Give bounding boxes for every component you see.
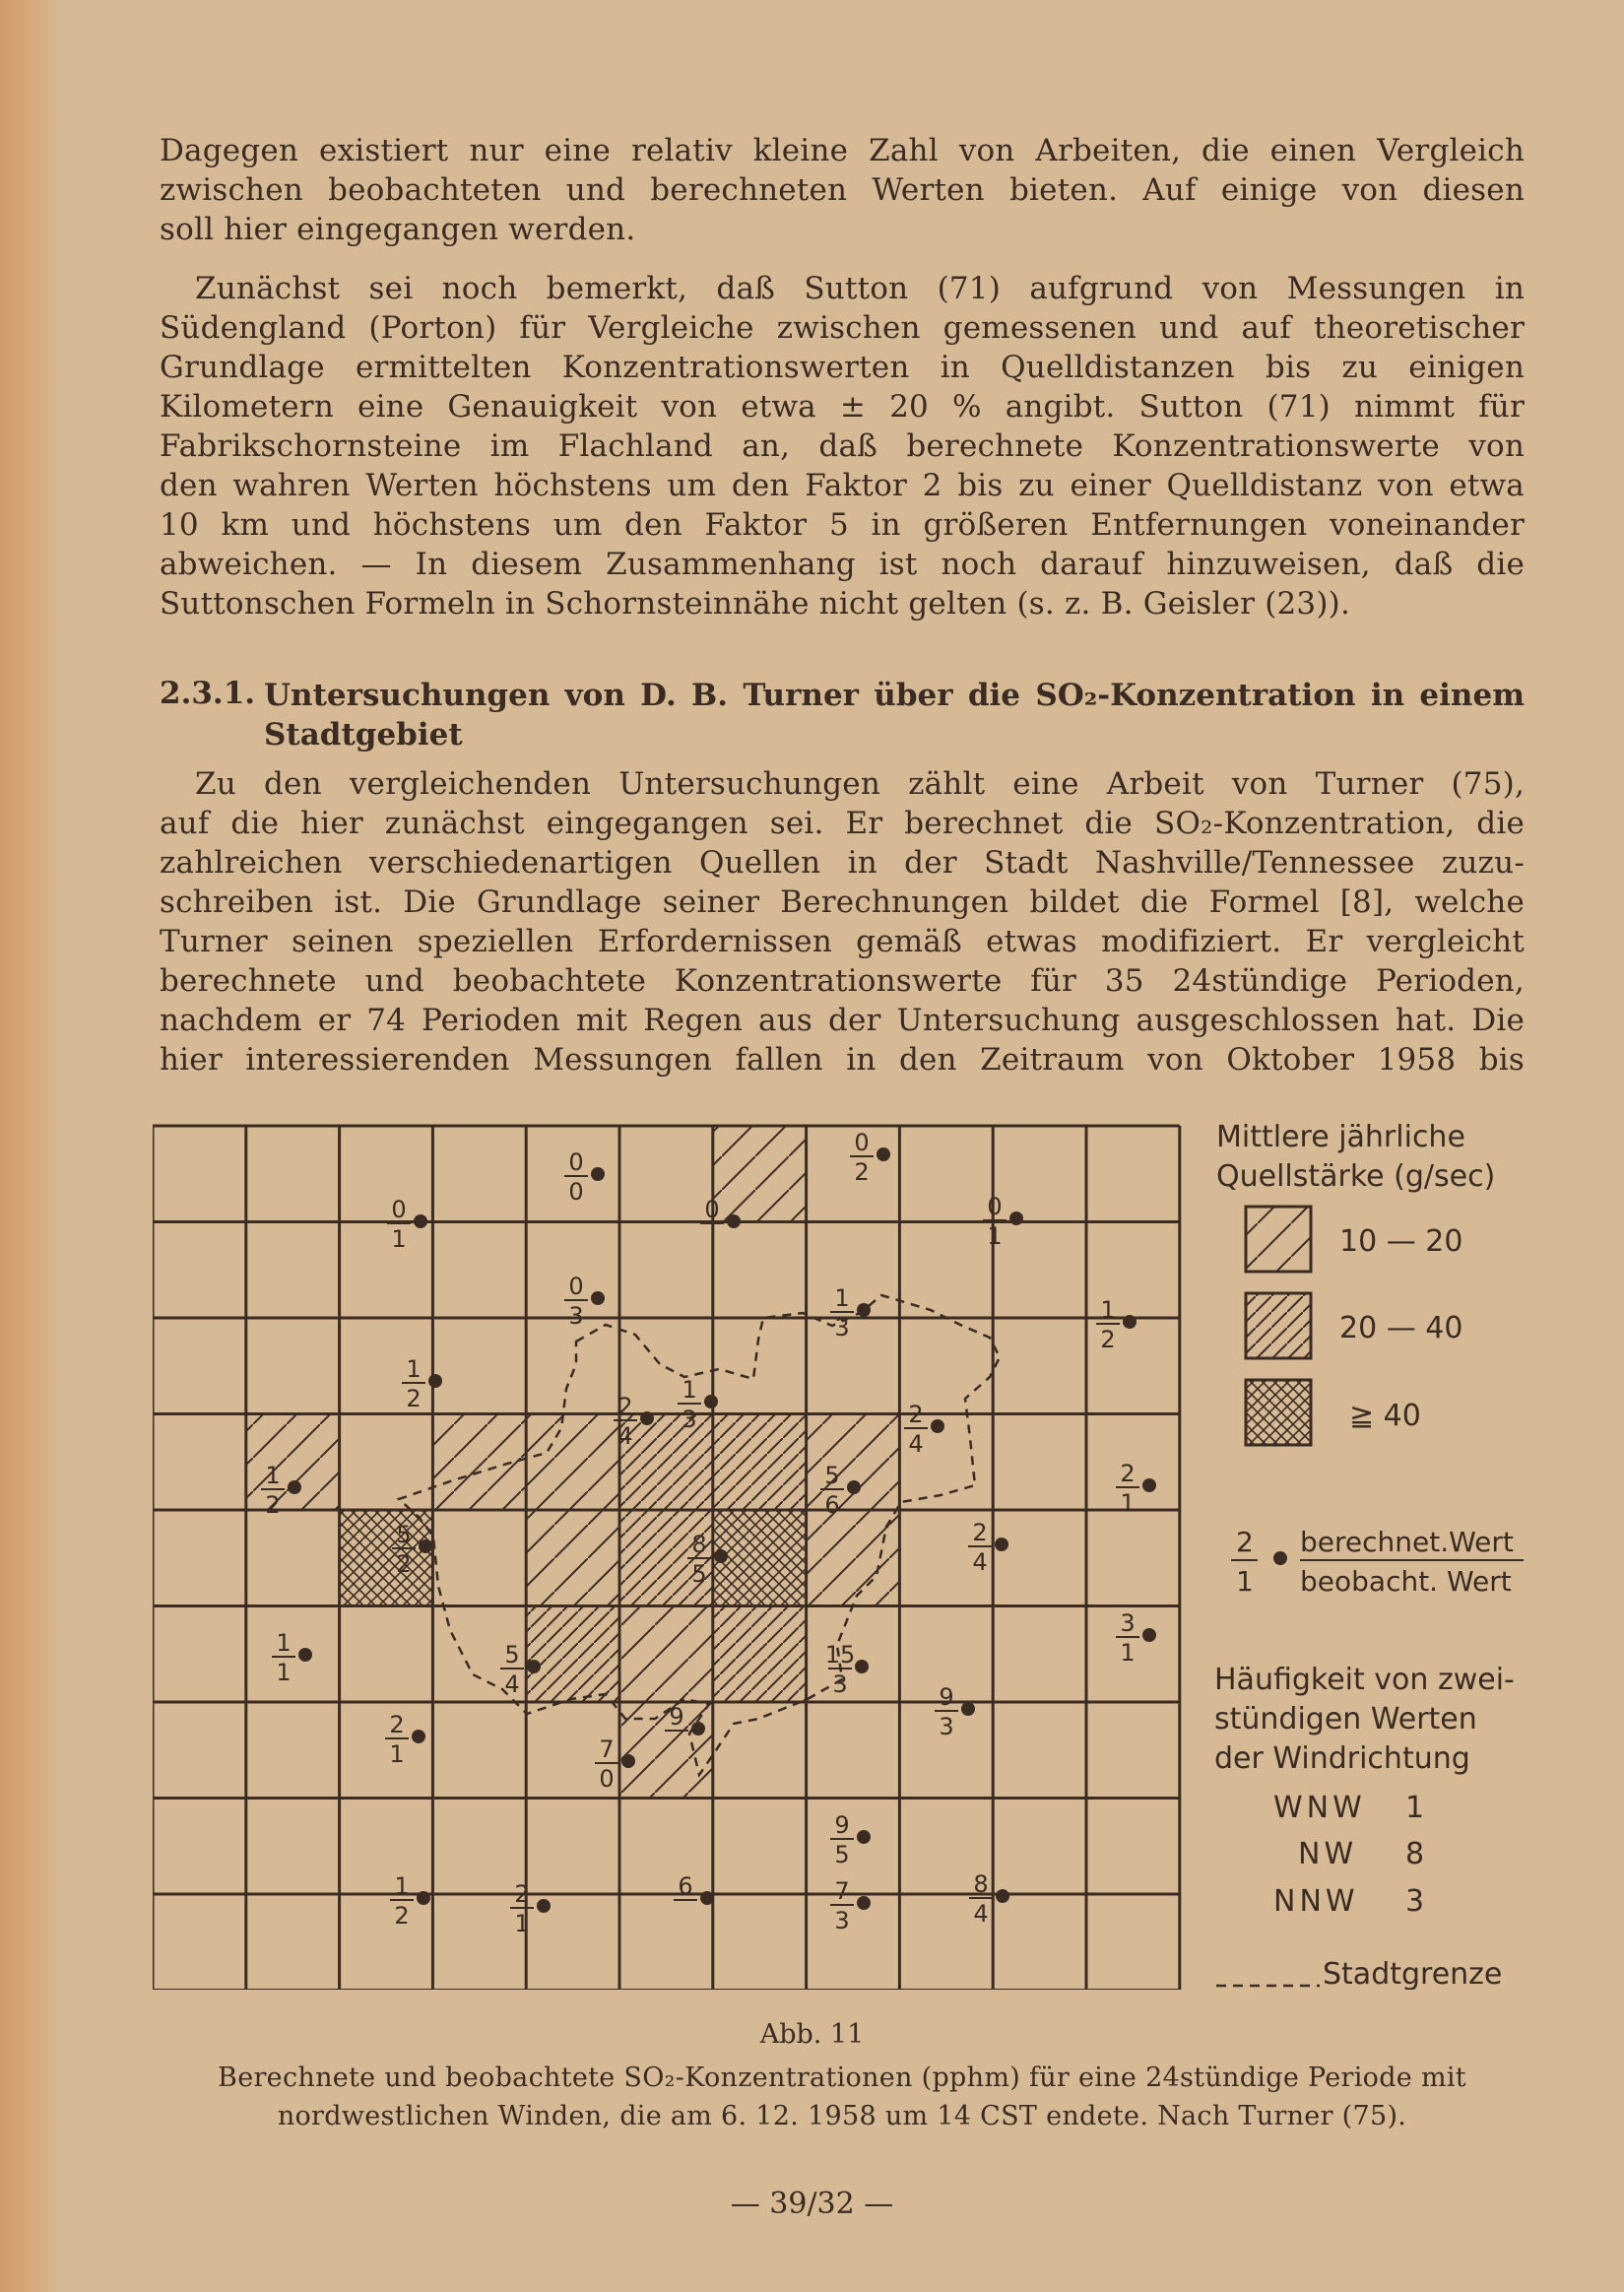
station-marker	[825, 1641, 869, 1698]
station-calculated: 15	[824, 1641, 856, 1669]
source-cell	[619, 1414, 713, 1511]
station-calculated: 1	[1100, 1296, 1116, 1324]
page-edge	[0, 0, 63, 2292]
text-line: 10 km und höchstens um den Faktor 5 in größeren Entfernungen voneinander	[160, 507, 1525, 543]
paragraph-3	[160, 764, 1525, 1080]
station-observed: 6	[824, 1491, 840, 1519]
legend-title-1: Mittlere jährliche	[1216, 1123, 1465, 1154]
station-calculated: 8	[691, 1531, 707, 1558]
station-observed: 4	[617, 1422, 633, 1450]
station-dot	[996, 1889, 1009, 1903]
text-line: Suttonschen Formeln in Schornsteinnähe nicht gelten (s. z. B. Geisler (23)).	[160, 586, 1351, 622]
station-marker	[935, 1683, 975, 1740]
text-line: Dagegen existiert nur eine relativ kleine Zahl von Arbeiten, die einen Vergleich	[160, 133, 1525, 168]
text-line: auf die hier zunächst eingegangen sei. Er berechnet die SO₂-Konzentration, die	[160, 806, 1525, 841]
station-dot	[704, 1395, 718, 1408]
station-observed: 5	[691, 1560, 707, 1588]
station-observed: 1	[389, 1740, 405, 1768]
station-calculated: 9	[939, 1683, 954, 1711]
text-line: Turner seinen speziellen Erfordernissen gemäß etwas modifiziert. Er vergleicht	[160, 924, 1525, 959]
station-observed: 2	[265, 1491, 281, 1519]
wind-title-3: der Windrichtung	[1214, 1741, 1470, 1776]
legend-label-2: 20 — 40	[1339, 1311, 1463, 1345]
station-marker	[564, 1148, 605, 1206]
station-observed: 3	[834, 1907, 850, 1934]
source-cell	[713, 1414, 807, 1511]
station-dot	[298, 1648, 312, 1662]
station-observed: 4	[973, 1900, 989, 1928]
station-calculated: 9	[669, 1703, 684, 1731]
station-dot	[412, 1730, 425, 1743]
station-calculated: 9	[834, 1811, 850, 1839]
station-calculated: 1	[834, 1284, 850, 1312]
station-observed: 4	[504, 1670, 520, 1698]
station-dot	[961, 1702, 975, 1716]
page-number: — 39/32 —	[730, 2187, 894, 2221]
station-observed: 1	[987, 1222, 1003, 1250]
station-observed: 2	[396, 1550, 412, 1578]
station-calculated: 1	[394, 1872, 410, 1900]
station-dot	[857, 1830, 871, 1844]
text-line: Zunächst sei noch bemerkt, daß Sutton (71) aufgrund von Messungen in	[195, 271, 1525, 306]
station-calculated: 1	[406, 1355, 422, 1383]
source-cells	[246, 1126, 900, 1799]
station-dot	[855, 1660, 869, 1673]
station-marker	[510, 1880, 551, 1937]
boundary-label: Stadtgrenze	[1323, 1957, 1503, 1990]
station-calculated: 0	[568, 1148, 584, 1176]
station-calculated: 2	[1120, 1460, 1136, 1487]
wind-dir-1: WNW	[1273, 1791, 1366, 1825]
text-line: Zu den vergleichenden Untersuchungen zählt eine Arbeit von Turner (75),	[195, 766, 1525, 802]
legend-label-3: ≧ 40	[1349, 1399, 1421, 1433]
station-calculated: 8	[973, 1870, 989, 1898]
station-dot	[995, 1538, 1008, 1551]
station-observed: 3	[568, 1302, 584, 1330]
source-cell	[432, 1414, 526, 1511]
station-marker	[830, 1877, 871, 1934]
station-dot	[591, 1167, 605, 1181]
station-dot	[857, 1896, 871, 1910]
station-marker	[674, 1872, 714, 1905]
station-marker	[564, 1273, 605, 1330]
station-marker	[402, 1355, 442, 1412]
wind-dir-3: NNW	[1273, 1884, 1359, 1919]
station-dot	[847, 1480, 861, 1494]
source-cell	[526, 1414, 619, 1511]
station-dot	[621, 1754, 635, 1768]
text-line: Grundlage ermittelten Konzentrationswerten in Quelldistanzen bis zu einigen	[160, 350, 1525, 385]
text-line: zahlreichen verschiedenartigen Quellen in der Stadt Nashville/Tennessee zuzu-	[160, 845, 1525, 881]
station-dot	[537, 1899, 551, 1913]
station-dot	[1123, 1315, 1137, 1329]
paragraph-2	[160, 269, 1525, 623]
source-cell	[526, 1510, 619, 1606]
station-marker	[830, 1811, 871, 1868]
section-title: Untersuchungen von D. B. Turner über die SO₂-Konzentration in einem Stadtgebiet	[264, 678, 1525, 753]
caption-line-1: Berechnete und beobachtete SO₂-Konzentrationen (pphm) für eine 24stündige Periode mit	[218, 2063, 1466, 2093]
station-observed: 4	[908, 1430, 924, 1458]
text-line: zwischen beobachteten und berechneten Werten bieten. Auf einige von diesen	[160, 172, 1525, 208]
station-dot	[527, 1660, 541, 1673]
station-calculated: 7	[599, 1735, 615, 1763]
station-calculated: 0	[391, 1196, 407, 1223]
source-cell	[807, 1414, 900, 1511]
station-marker	[983, 1193, 1023, 1250]
text-line: Südengland (Porton) für Vergleiche zwischen gemessenen und auf theoretischer	[160, 310, 1525, 346]
key-top: berechnet.Wert	[1300, 1526, 1514, 1558]
station-observed: 2	[406, 1385, 422, 1412]
wind-title-1: Häufigkeit von zwei-	[1214, 1663, 1515, 1697]
key-numerator: 2	[1236, 1526, 1254, 1558]
station-calculated: 2	[389, 1711, 405, 1738]
station-calculated: 0	[987, 1193, 1003, 1220]
caption-line-2: nordwestlichen Winden, die am 6. 12. 1958 um 14 CST endete. Nach Turner (75).	[277, 2101, 1407, 2131]
station-observed: 1	[276, 1659, 292, 1686]
station-dot	[640, 1411, 654, 1425]
source-cell	[526, 1606, 619, 1703]
source-cell	[340, 1510, 433, 1606]
station-marker	[1096, 1296, 1137, 1353]
station-calculated: 7	[834, 1877, 850, 1905]
section-number: 2.3.1.	[160, 676, 256, 711]
key-dot	[1273, 1551, 1287, 1565]
station-dot	[857, 1303, 871, 1317]
station-dot	[691, 1722, 705, 1735]
station-observed: 0	[599, 1765, 615, 1793]
station-observed: 4	[972, 1548, 988, 1576]
legend-label-1: 10 — 20	[1339, 1224, 1463, 1259]
station-marker	[385, 1711, 425, 1768]
station-observed: 1	[391, 1225, 407, 1253]
key-denominator: 1	[1236, 1565, 1254, 1598]
station-marker	[968, 1519, 1008, 1576]
station-marker	[969, 1870, 1009, 1928]
station-calculated: 5	[824, 1462, 840, 1489]
station-calculated: 1	[682, 1376, 697, 1404]
station-calculated: 2	[617, 1393, 633, 1420]
station-marker	[904, 1401, 944, 1458]
station-calculated: 1	[276, 1629, 292, 1657]
station-calculated: 5	[504, 1641, 520, 1669]
station-dot	[1142, 1478, 1156, 1492]
station-observed: 3	[682, 1406, 697, 1433]
legend-title-2: Quellstärke (g/sec)	[1216, 1159, 1496, 1194]
text-line: abweichen. — In diesem Zusammenhang ist noch darauf hinzuweisen, daß die	[160, 547, 1525, 582]
station-dot	[714, 1549, 728, 1563]
source-cell	[807, 1510, 900, 1606]
text-line: soll hier eingegangen werden.	[160, 212, 636, 247]
source-cell	[619, 1702, 713, 1799]
station-dot	[931, 1419, 944, 1433]
legend-swatch-dense	[1246, 1293, 1311, 1358]
station-marker	[1116, 1609, 1156, 1667]
station-calculated: 0	[568, 1273, 584, 1300]
text-line: schreiben ist. Die Grundlage seiner Berechnungen bildet die Formel [8], welche	[160, 884, 1525, 920]
station-observed: 5	[834, 1841, 850, 1868]
station-calculated: 6	[678, 1872, 693, 1900]
figure-caption	[160, 2059, 1525, 2135]
station-observed: 2	[394, 1902, 410, 1930]
station-observed: 3	[939, 1713, 954, 1740]
station-observed: 0	[568, 1178, 584, 1206]
station-calculated: 0	[704, 1196, 720, 1223]
text-line: Fabrikschornsteine im Flachland an, daß berechnete Konzentrationswerte von	[160, 428, 1525, 464]
text-line: Kilometern eine Genauigkeit von etwa ± 20 % angibt. Sutton (71) nimmt für	[160, 389, 1525, 425]
grid-map	[153, 1123, 1535, 1990]
text-line: nachdem er 74 Perioden mit Regen aus der Untersuchung ausgeschlossen hat. Die	[160, 1003, 1525, 1038]
figure-number: Abb. 11	[759, 2019, 865, 2050]
station-dot	[700, 1891, 714, 1905]
text-line: hier interessierenden Messungen fallen in den Zeitraum von Oktober 1958 bis	[160, 1042, 1525, 1078]
station-calculated: 3	[1120, 1609, 1136, 1637]
station-observed: 2	[1100, 1326, 1116, 1353]
station-calculated: 5	[396, 1521, 412, 1548]
wind-count-1: 1	[1405, 1791, 1425, 1825]
source-cell	[713, 1606, 807, 1703]
station-calculated: 2	[972, 1519, 988, 1546]
station-dot	[877, 1147, 890, 1161]
source-cell	[619, 1606, 713, 1703]
station-dot	[288, 1480, 301, 1494]
station-dot	[591, 1291, 605, 1305]
station-calculated: 2	[514, 1880, 530, 1908]
station-marker	[1116, 1460, 1156, 1517]
station-marker	[850, 1129, 890, 1186]
station-observed: 2	[854, 1158, 870, 1186]
wind-count-2: 8	[1405, 1837, 1425, 1871]
wind-title-2: stündigen Werten	[1214, 1702, 1477, 1736]
station-observed: 3	[832, 1670, 848, 1698]
source-cell	[713, 1126, 807, 1222]
text-line: berechnete und beobachtete Konzentrationswerte für 35 24stündige Perioden,	[160, 963, 1525, 999]
station-calculated: 0	[854, 1129, 870, 1156]
station-marker	[272, 1629, 312, 1686]
source-cell	[246, 1414, 340, 1511]
figure-map	[153, 1123, 1535, 1990]
station-observed: 1	[1120, 1489, 1136, 1517]
station-dot	[419, 1539, 432, 1553]
station-calculated: 2	[908, 1401, 924, 1428]
wind-count-3: 3	[1405, 1884, 1425, 1919]
station-marker	[387, 1196, 427, 1253]
station-marker	[830, 1284, 871, 1342]
station-marker	[390, 1872, 430, 1930]
legend-swatch-cross	[1246, 1380, 1311, 1445]
station-calculated: 1	[265, 1462, 281, 1489]
legend-swatch-light	[1246, 1207, 1311, 1272]
station-observed: 1	[514, 1910, 530, 1937]
station-dot	[1009, 1211, 1023, 1225]
wind-dir-2: NW	[1298, 1837, 1358, 1871]
paragraph-1	[160, 131, 1525, 249]
station-observed: 1	[1120, 1639, 1136, 1667]
station-dot	[417, 1891, 430, 1905]
station-dot	[1142, 1628, 1156, 1642]
station-observed: 3	[834, 1314, 850, 1342]
station-dot	[414, 1214, 427, 1228]
key-bottom: beobacht. Wert	[1300, 1565, 1512, 1598]
station-dot	[428, 1374, 442, 1388]
station-dot	[727, 1214, 741, 1228]
text-line: den wahren Werten höchstens um den Faktor 2 bis zu einer Quelldistanz von etwa	[160, 468, 1525, 503]
